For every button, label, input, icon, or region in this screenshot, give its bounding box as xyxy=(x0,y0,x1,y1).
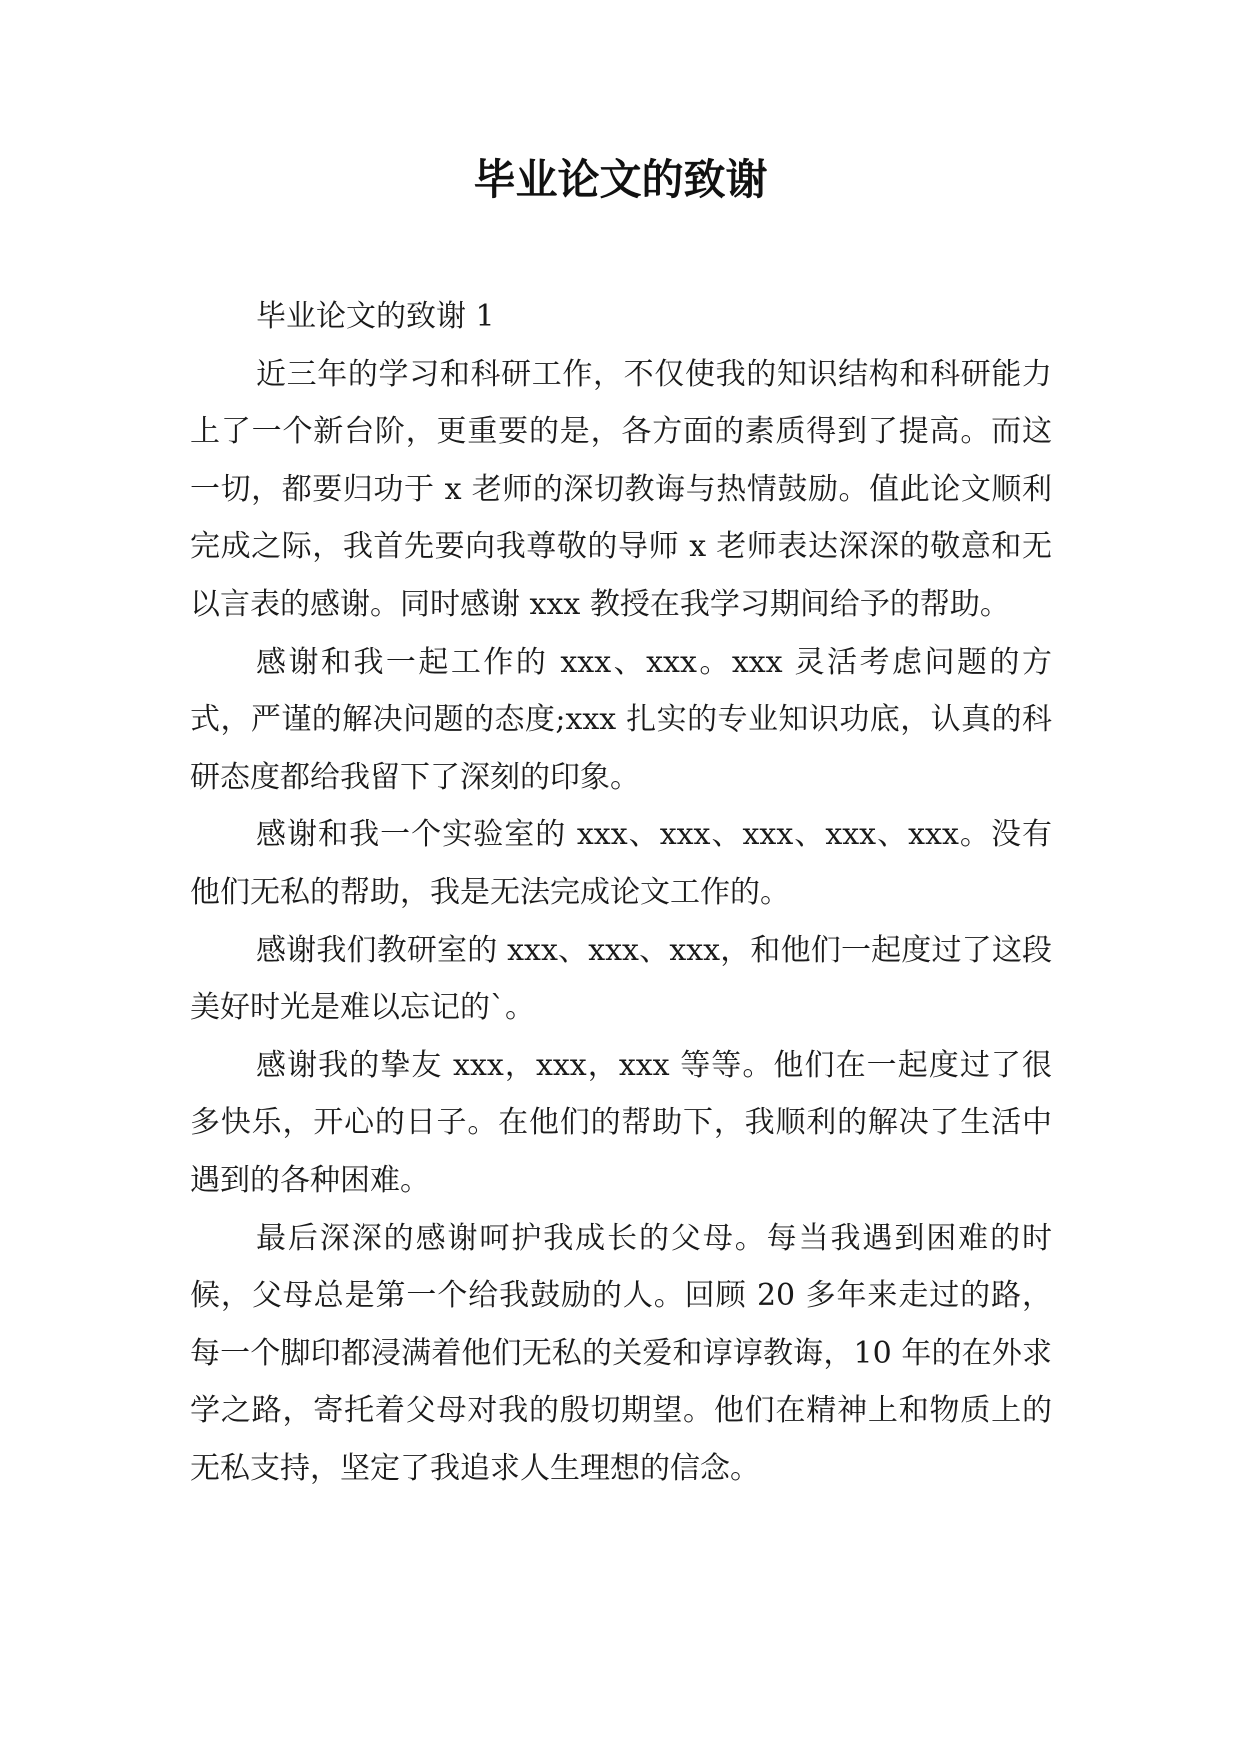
paragraph-4: 感谢我们教研室的 xxx、xxx、xxx，和他们一起度过了这段美好时光是难以忘记的`。 xyxy=(190,932,1052,1026)
document-body xyxy=(190,288,1052,1497)
paragraph-6: 最后深深的感谢呵护我成长的父母。每当我遇到困难的时候，父母总是第一个给我鼓励的人。回顾 20 多年来走过的路，每一个脚印都浸满着他们无私的关爱和谆谆教诲，10 年的在外求学之路，寄托着父母对我的殷切期望。他们在精神上和物质上的无私支持，坚定了我追求人生理想的信念。 xyxy=(190,1220,1052,1486)
paragraph-3: 感谢和我一个实验室的 xxx、xxx、xxx、xxx、xxx。没有他们无私的帮助，我是无法完成论文工作的。 xyxy=(190,817,1052,910)
paragraph-1: 近三年的学习和科研工作，不仅使我的知识结构和科研能力上了一个新台阶，更重要的是，各方面的素质得到了提高。而这一切，都要归功于 x 老师的深切教诲与热情鼓励。值此论文顺利完成之际，我首先要向我尊敬的导师 x 老师表达深深的敬意和无以言表的感谢。同时感谢 xxx 教授在我学习期间给予的帮助。 xyxy=(190,356,1052,622)
paragraph-5: 感谢我的挚友 xxx，xxx，xxx 等等。他们在一起度过了很多快乐，开心的日子。在他们的帮助下，我顺利的解决了生活中遇到的各种困难。 xyxy=(190,1047,1052,1198)
section-heading: 毕业论文的致谢 1 xyxy=(256,299,495,334)
paragraph-2: 感谢和我一起工作的 xxx、xxx。xxx 灵活考虑问题的方式，严谨的解决问题的态度;xxx 扎实的专业知识功底，认真的科研态度都给我留下了深刻的印象。 xyxy=(190,644,1052,795)
document-title: 毕业论文的致谢 xyxy=(473,155,768,204)
